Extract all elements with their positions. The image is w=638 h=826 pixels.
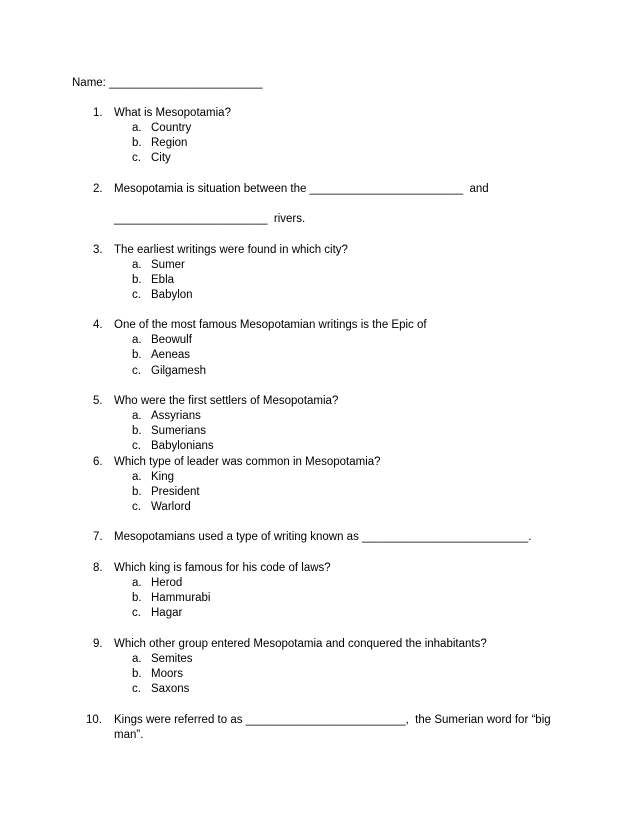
- q8-option-b-letter: b.: [132, 592, 142, 604]
- q8-option-a-letter: a.: [132, 577, 142, 589]
- q6-option-a: King: [151, 471, 175, 483]
- q4-option-c: Gilgamesh: [151, 365, 206, 377]
- q4-option-a: Beowulf: [151, 334, 192, 346]
- q9-option-a-letter: a.: [132, 653, 142, 665]
- q5-option-c-letter: c.: [132, 440, 141, 452]
- question-10-continuation: man”.: [114, 729, 144, 741]
- question-10-text: Kings were referred to as _________________________, the Sumerian word for “big: [114, 714, 551, 726]
- question-10-number: 10.: [86, 714, 102, 726]
- question-1-text: What is Mesopotamia?: [114, 107, 231, 119]
- q9-option-a: Semites: [151, 653, 193, 665]
- question-7-number: 7.: [93, 531, 103, 543]
- q4-option-c-letter: c.: [132, 365, 141, 377]
- q1-option-c: City: [151, 152, 171, 164]
- q4-option-a-letter: a.: [132, 334, 142, 346]
- q1-option-a: Country: [151, 122, 192, 134]
- q6-option-a-letter: a.: [132, 471, 142, 483]
- question-6-text: Which type of leader was common in Mesopotamia?: [114, 456, 381, 468]
- q3-option-c-letter: c.: [132, 289, 141, 301]
- question-7-text: Mesopotamians used a type of writing known as __________________________.: [114, 531, 532, 543]
- q6-option-b: President: [151, 486, 200, 498]
- q5-option-b: Sumerians: [151, 425, 206, 437]
- question-5-text: Who were the first settlers of Mesopotamia?: [114, 395, 339, 407]
- q3-option-a: Sumer: [151, 259, 185, 271]
- q1-option-b-letter: b.: [132, 137, 142, 149]
- name-line: Name: ________________________: [72, 77, 263, 89]
- q9-option-b: Moors: [151, 668, 183, 680]
- q4-option-b-letter: b.: [132, 349, 142, 361]
- q5-option-a-letter: a.: [132, 410, 142, 422]
- q8-option-a: Herod: [151, 577, 183, 589]
- q6-option-c-letter: c.: [132, 501, 141, 513]
- q3-option-a-letter: a.: [132, 259, 142, 271]
- question-8-number: 8.: [93, 562, 103, 574]
- q8-option-c: Hagar: [151, 607, 183, 619]
- q8-option-b: Hammurabi: [151, 592, 211, 604]
- question-6-number: 6.: [93, 456, 103, 468]
- question-4-number: 4.: [93, 319, 103, 331]
- question-3-number: 3.: [93, 244, 103, 256]
- q5-option-a: Assyrians: [151, 410, 201, 422]
- q5-option-b-letter: b.: [132, 425, 142, 437]
- q3-option-c: Babylon: [151, 289, 193, 301]
- q5-option-c: Babylonians: [151, 440, 214, 452]
- q1-option-a-letter: a.: [132, 122, 142, 134]
- question-3-text: The earliest writings were found in which city?: [114, 244, 348, 256]
- q9-option-c: Saxons: [151, 683, 190, 695]
- q6-option-c: Warlord: [151, 501, 191, 513]
- question-8-text: Which king is famous for his code of laws?: [114, 562, 331, 574]
- question-5-number: 5.: [93, 395, 103, 407]
- question-9-number: 9.: [93, 638, 103, 650]
- q9-option-c-letter: c.: [132, 683, 141, 695]
- q1-option-b: Region: [151, 137, 188, 149]
- question-2-continuation: ________________________ rivers.: [114, 213, 306, 225]
- question-2-text: Mesopotamia is situation between the ________________________ and: [114, 183, 489, 195]
- q9-option-b-letter: b.: [132, 668, 142, 680]
- q8-option-c-letter: c.: [132, 607, 141, 619]
- q4-option-b: Aeneas: [151, 349, 191, 361]
- question-4-text: One of the most famous Mesopotamian writings is the Epic of: [114, 319, 427, 331]
- question-9-text: Which other group entered Mesopotamia and conquered the inhabitants?: [114, 638, 487, 650]
- question-2-number: 2.: [93, 183, 103, 195]
- q3-option-b: Ebla: [151, 274, 175, 286]
- q6-option-b-letter: b.: [132, 486, 142, 498]
- q3-option-b-letter: b.: [132, 274, 142, 286]
- q1-option-c-letter: c.: [132, 152, 141, 164]
- question-1-number: 1.: [93, 107, 103, 119]
